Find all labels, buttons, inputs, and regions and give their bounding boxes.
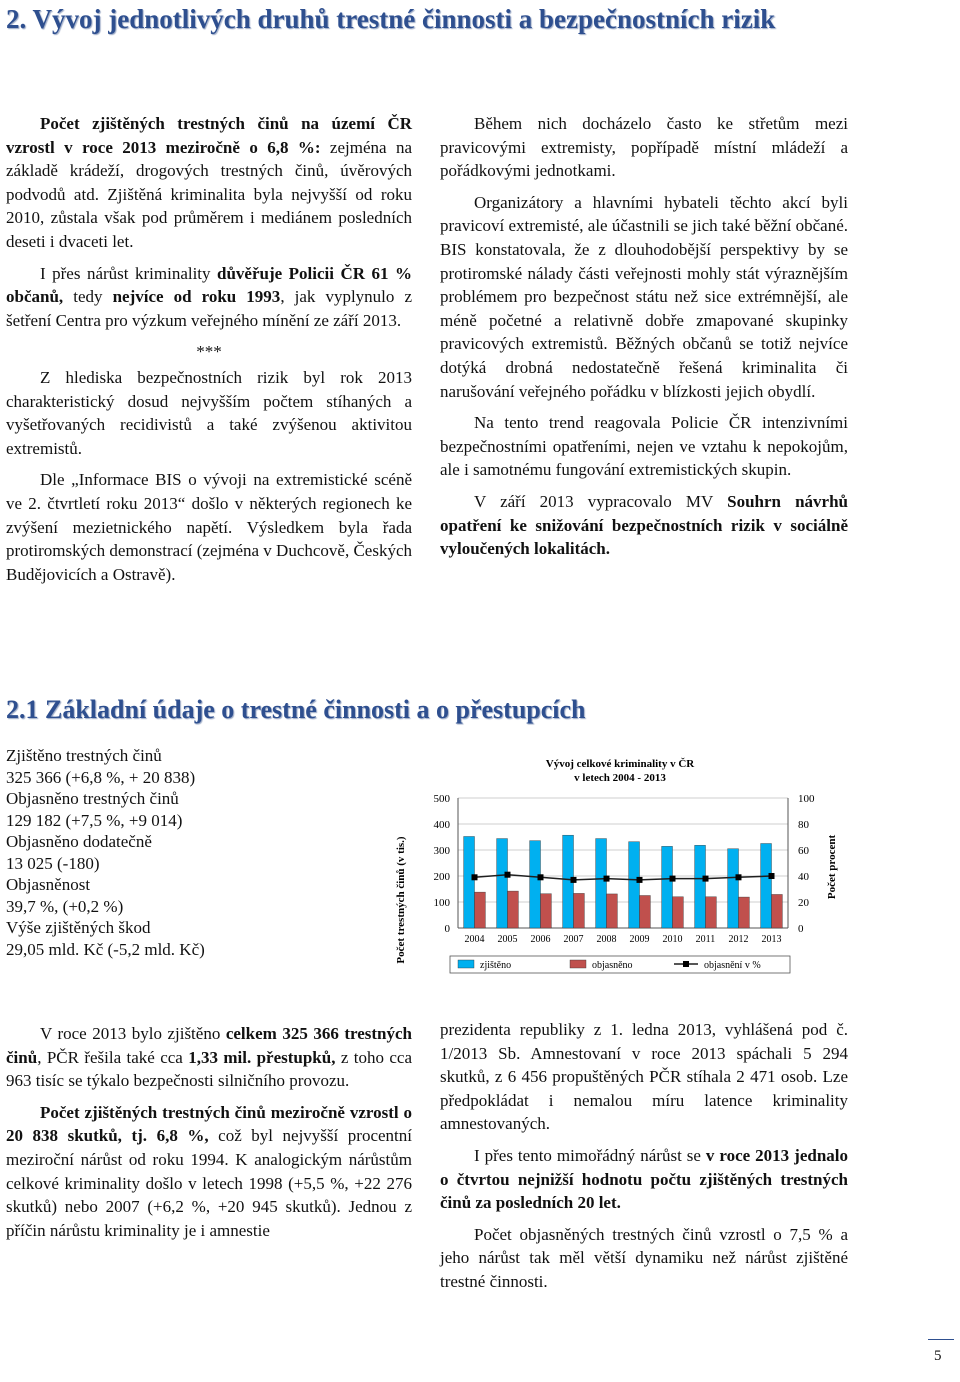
x-tick-label: 2007 [563,934,584,945]
y-tick-label-left: 0 [444,923,450,935]
bar-solved [541,894,552,928]
text: tedy [63,287,113,307]
legend-swatch [458,960,474,968]
bold-text: celkem 325 366 trestných činů [6,1024,413,1067]
subsection-heading: 2.1 Základní údaje o trestné činnosti a o přestupcích [6,695,586,724]
text: což byl nejvyšší procentní meziroční nárůst od roku 1994. K analogickým nárůstům celkové kriminality došlo v letech 1998 (+5,5 %, +22 276 skutků) nebo 2007 (+6,2 %, +20 945 skutků). Jednou z příčin nárůstu kriminality je i amnestie [6,1126,412,1240]
x-tick-label: 2004 [464,934,485,945]
section-heading: 2. Vývoj jednotlivých druhů trestné činnosti a bezpečnostních rizik [6,4,776,34]
bar-detected [497,839,508,928]
bold-text: nejvíce od roku 1993 [112,287,281,307]
bar-detected [695,845,706,928]
legend-label: objasnění v % [704,960,761,971]
text: z toho cca 963 tisíc se týkalo bezpečnosti silničního provozu. [6,1047,412,1091]
line-point [604,876,610,882]
bar-detected [728,849,739,928]
bar-detected [662,846,673,928]
y-tick-label-left: 300 [433,845,450,857]
bar-solved [739,897,750,928]
bar-detected [530,841,541,928]
legend-label: zjištěno [480,960,512,971]
stat-label: Objasněno trestných činů [6,789,179,808]
paragraph: Během nich docházelo často ke střetům mezi pravicovými extremisty, popřípadě místní mládeží a pořádkovými jednotkami. [440,114,848,181]
y-axis-left-label: Počet trestných činů (v tis.) [395,836,407,964]
right-column-top [440,112,848,569]
bar-solved [673,897,684,928]
text: , jak vyplynulo z šetření Centra pro výzkum veřejného mínění ze září 2013. [6,287,412,330]
x-tick-label: 2013 [761,934,782,945]
crime-trend-chart [392,752,848,988]
paragraph [440,1144,848,1215]
bar-solved [772,894,783,928]
stat-value: 39,7 %, (+0,2 %) [6,896,124,916]
line-point [769,873,775,879]
line-point [472,874,478,880]
x-tick-label: 2011 [695,934,716,945]
stat-value: 129 182 (+7,5 %, +9 014) [6,810,183,830]
y-tick-label-left: 100 [433,897,450,909]
bar-detected [629,842,640,928]
paragraph [6,262,412,333]
y-tick-label-left: 200 [433,871,450,883]
page-number: 5 [934,1348,942,1364]
left-column-top [6,112,412,594]
bold-text: Počet zjištěných trestných činů meziročně vzrostl o 20 838 skutků, tj. 6,8 %, [6,1102,412,1146]
paragraph [440,490,848,561]
stat-label: Zjištěno trestných činů [6,746,162,765]
paragraph: Počet objasněných trestných činů vzrostl o 7,5 % a jeho nárůst tak měl větší dynamiku než nárůst zjištěné trestné činnosti. [440,1224,848,1291]
line-point [505,872,511,878]
chart-legend [450,956,790,973]
y-tick-label-left: 400 [433,819,450,831]
legend-marker [683,961,689,967]
y-tick-label-right: 80 [798,819,809,831]
line-point [736,874,742,880]
bar-solved [508,891,519,928]
x-tick-label: 2005 [497,934,518,945]
y-tick-label-right: 60 [798,845,809,857]
bold-text: 1,33 mil. přestupků, [188,1047,336,1067]
y-tick-label-right: 40 [798,871,809,883]
left-column-bottom [6,1022,412,1250]
line-point [703,876,709,882]
line-point [670,876,676,882]
bold-text: Počet zjištěných trestných činů na území ČR vzrostl v roce 2013 meziročně o 6,8 %: [6,114,412,157]
bar-detected [761,844,772,929]
bar-detected [596,839,607,928]
y-tick-label-right: 100 [798,793,815,805]
line-point [538,874,544,880]
plot-area [434,793,816,945]
stat-value: 13 025 (-180) [6,853,100,873]
line-solved-percent [475,875,772,880]
legend-swatch [570,960,586,968]
x-tick-label: 2008 [596,934,617,945]
stat-value: 325 366 (+6,8 %, + 20 838) [6,767,196,787]
bar-solved [574,893,585,928]
chart-title: Vývoj celkové kriminality v ČR [545,758,695,770]
bar-solved [706,897,717,928]
bold-text: Souhrn návrhů opatření ke snižování bezpečnostních rizik v sociálně vyloučených lokalitách. [440,491,848,559]
x-tick-label: 2012 [728,934,749,945]
bold-text: v roce 2013 jednalo o čtvrtou nejnižší hodnotu počtu zjištěných trestných činů za posledních 20 let. [440,1145,848,1213]
y-tick-label-right: 0 [798,923,804,935]
page-number-rule [928,1339,954,1340]
paragraph [6,1022,412,1093]
paragraph: Dle „Informace BIS o vývoji na extremistické scéně ve 2. čtvrtletí roku 2013“ došlo v některých regionech ke zvýšení mezietnického napětí. Výsledkem byla řada protiromských demonstrací (zejména v Duchcově, Českých Budějovicích a Ostravě). [6,470,412,584]
paragraph [6,1101,412,1243]
line-point [571,877,577,883]
bar-solved [640,896,651,929]
text: V roce 2013 bylo zjištěno [40,1024,226,1043]
chart-subtitle: v letech 2004 - 2013 [574,772,666,784]
separator-stars: *** [196,342,222,362]
paragraph: prezidenta republiky z 1. ledna 2013, vyhlášená pod č. 1/2013 Sb. Amnestovaní v roce 2013 spáchali 5 294 skutků, z 6 456 propuštěných PČR stíhala 2 471 osob. Lze předpokládat i nemalou míru latence kriminality amnestovaných. [440,1020,848,1134]
paragraph: Organizátory a hlavními hybateli těchto akcí byli pravicoví extremisté, ale účastnili se jich také běžní občané. BIS konstatovala, že z dlouhodobější perspektivy by se protiromské nálady části veřejnosti mohly stát výraznějším problémem pro bezpečnost státu než sice extrémnější, ale méně početné a relativně dobře zmapované skupinky pravicových extremistů. Běžných občanů se totiž nejvíce dotýká drobná nedostatečně řešená kriminalita či narušování veřejného pořádku v blízkosti jejich obydlí. [440,192,848,401]
stat-label: Výše zjištěných škod [6,918,151,937]
bar-solved [475,892,486,928]
right-column-bottom [440,1018,848,1302]
legend-label: objasněno [592,960,633,971]
text: V září 2013 vypracovalo MV [474,491,728,511]
stats-list [6,745,306,960]
x-tick-label: 2010 [662,934,683,945]
text: I přes tento mimořádný nárůst se [474,1145,706,1165]
y-axis-right-label: Počet procent [826,834,838,900]
paragraph: Na tento trend reagovala Policie ČR intenzivními bezpečnostními opatřeními, nejen ve vztahu k nepokojům, ale i samotnému fungování extremistických skupin. [440,413,848,480]
line-point [637,877,643,883]
bar-detected [464,836,475,928]
stat-label: Objasněno dodatečně [6,832,152,851]
y-tick-label-left: 500 [433,793,450,805]
paragraph [6,112,412,254]
text: zejména na základě krádeží, drogových trestných činů, úvěrových podvodů atd. Zjištěná kriminalita byla nejvyšší od roku 2010, zůstala však pod průměrem i mediánem posledních deseti i dvaceti let. [6,137,412,251]
x-tick-label: 2006 [530,934,551,945]
paragraph: Z hlediska bezpečnostních rizik byl rok 2013 charakteristický dosud nejvyšším počtem stíhaných a vyšetřovaných recidivistů a také zvýšenou aktivitou extremistů. [6,367,412,458]
y-tick-label-right: 20 [798,897,809,909]
stat-label: Objasněnost [6,875,91,894]
text: I přes nárůst kriminality [40,263,218,283]
bold-text: důvěřuje Policii ČR 61 % občanů, [6,263,412,307]
bar-solved [607,894,618,928]
stat-value: 29,05 mld. Kč (-5,2 mld. Kč) [6,939,205,959]
text: , PČR řešila také cca [37,1047,189,1067]
x-tick-label: 2009 [629,934,650,945]
